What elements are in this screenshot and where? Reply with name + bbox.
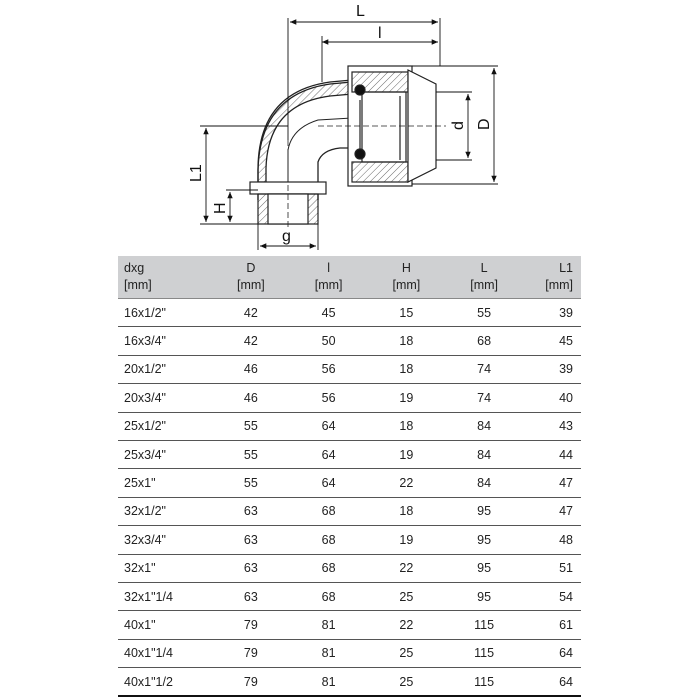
table-cell: 48 [523,526,581,554]
table-cell: 20x1/2" [118,355,212,383]
table-row [118,639,581,667]
table-cell: 68 [290,582,368,610]
table-cell: 79 [212,639,290,667]
table-cell: 68 [290,497,368,525]
table-cell: 25 [368,668,446,697]
table-cell: 40x1" [118,611,212,639]
table-cell: 47 [523,469,581,497]
table-cell: 43 [523,412,581,440]
table-cell: 54 [523,582,581,610]
header-l: l [mm] [290,256,368,299]
table-cell: 32x3/4" [118,526,212,554]
header-L1: L1 [mm] [523,256,581,299]
table-cell: 20x3/4" [118,384,212,412]
table-cell: 115 [445,668,523,697]
table-cell: 61 [523,611,581,639]
table-cell: 15 [368,299,446,327]
table-cell: 25x1/2" [118,412,212,440]
table-cell: 81 [290,668,368,697]
table-cell: 95 [445,526,523,554]
table-row [118,355,581,383]
table-cell: 64 [523,668,581,697]
table-cell: 25 [368,639,446,667]
table-cell: 19 [368,384,446,412]
table-cell: 115 [445,639,523,667]
table-row [118,327,581,355]
table-cell: 63 [212,554,290,582]
table-cell: 63 [212,497,290,525]
header-dxg: dxg [mm] [118,256,212,299]
table-cell: 55 [212,469,290,497]
table-row [118,526,581,554]
table-cell: 18 [368,327,446,355]
table-cell: 45 [523,327,581,355]
table-cell: 46 [212,355,290,383]
table-cell: 50 [290,327,368,355]
table-cell: 56 [290,355,368,383]
table-row [118,299,581,327]
table-cell: 68 [445,327,523,355]
table-cell: 19 [368,440,446,468]
table-cell: 42 [212,299,290,327]
table-cell: 18 [368,497,446,525]
dimensions-table [118,256,581,697]
table-row [118,384,581,412]
table-cell: 16x1/2" [118,299,212,327]
table-cell: 64 [523,639,581,667]
table-cell: 19 [368,526,446,554]
table-cell: 25 [368,582,446,610]
table-cell: 45 [290,299,368,327]
table-row [118,611,581,639]
table-cell: 115 [445,611,523,639]
table-cell: 84 [445,412,523,440]
table-cell: 56 [290,384,368,412]
table-cell: 46 [212,384,290,412]
table-cell: 95 [445,497,523,525]
table-cell: 42 [212,327,290,355]
table-cell: 79 [212,668,290,697]
table-header-row [118,256,581,299]
table-cell: 95 [445,554,523,582]
table-cell: 95 [445,582,523,610]
label-D: D [476,118,493,130]
table-cell: 68 [290,554,368,582]
table-cell: 40 [523,384,581,412]
table-cell: 81 [290,611,368,639]
table-cell: 18 [368,412,446,440]
table-cell: 63 [212,526,290,554]
table-cell: 40x1"1/2 [118,668,212,697]
table-cell: 74 [445,384,523,412]
label-H: H [212,202,229,214]
table-cell: 64 [290,469,368,497]
table-cell: 16x3/4" [118,327,212,355]
header-L: L [mm] [445,256,523,299]
table-cell: 68 [290,526,368,554]
table-cell: 81 [290,639,368,667]
table-row [118,412,581,440]
table-cell: 32x1/2" [118,497,212,525]
table-cell: 55 [212,412,290,440]
table-cell: 64 [290,412,368,440]
table-cell: 64 [290,440,368,468]
table-cell: 32x1"1/4 [118,582,212,610]
table-cell: 18 [368,355,446,383]
table-row [118,582,581,610]
label-L1: L1 [188,164,205,182]
header-D: D [mm] [212,256,290,299]
table-cell: 39 [523,299,581,327]
table-cell: 47 [523,497,581,525]
table-cell: 22 [368,554,446,582]
table-cell: 84 [445,469,523,497]
label-L: L [356,3,365,20]
label-l: l [378,25,382,42]
table-cell: 63 [212,582,290,610]
table-cell: 51 [523,554,581,582]
label-d: d [450,121,467,130]
table-cell: 32x1" [118,554,212,582]
header-H: H [mm] [368,256,446,299]
table-row [118,668,581,697]
table-cell: 84 [445,440,523,468]
table-row [118,497,581,525]
table-row [118,554,581,582]
table-cell: 44 [523,440,581,468]
table-cell: 40x1"1/4 [118,639,212,667]
table-cell: 39 [523,355,581,383]
table-cell: 22 [368,611,446,639]
table-cell: 22 [368,469,446,497]
table-cell: 25x3/4" [118,440,212,468]
table-cell: 55 [212,440,290,468]
table-row [118,440,581,468]
table-cell: 79 [212,611,290,639]
label-g: g [282,228,291,245]
elbow-fitting-drawing [0,0,700,252]
table-cell: 25x1" [118,469,212,497]
table-cell: 55 [445,299,523,327]
table-row [118,469,581,497]
table-cell: 74 [445,355,523,383]
